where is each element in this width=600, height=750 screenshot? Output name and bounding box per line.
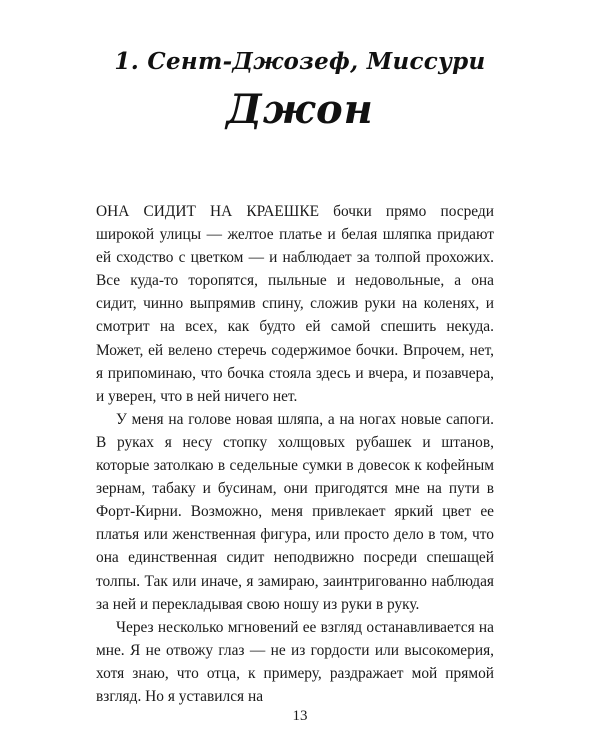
page-number: 13: [292, 708, 308, 724]
paragraph-2: У меня на голове новая шляпа, а на ногах новые сапоги. В руках я несу стопку холщовых рубашек и штанов, которые затолкаю в седельные сумки в довесок к кофейным зернам, табаку и бусинам, они пригодятся мне на пути в Форт-Кирни. Возможно, меня привлекает яркий цвет ее платья или женственная фигура, или просто дело в том, что она единственная сидит неподвижно посреди спешащей толпы. Так или иначе, я замираю, заинтригованно наблюдая за ней и перекладывая свою ношу из руки в руку.: [96, 410, 494, 613]
chapter-title: Джон: [226, 86, 374, 133]
body-text: [96, 200, 494, 708]
paragraph-3: Через несколько мгновений ее взгляд останавливается на мне. Я не отвожу глаз — не из гордости или высокомерия, хотя знаю, что отца, к примеру, раздражает мой прямой взгляд. Но я уставился на: [96, 618, 494, 705]
chapter-subtitle: 1. Сент-Джозеф, Миссури: [114, 48, 486, 75]
paragraph-1: ОНА СИДИТ НА КРАЕШКЕ бочки прямо посреди широкой улицы — желтое платье и белая шляпка придают ей сходство с цветком — и наблюдает за толпой прохожих. Все куда-то торопятся, пыльные и недовольные, а она сидит, чинно выпрямив спину, сложив руки на коленях, и смотрит на всех, как будто ей самой спешить некуда. Может, ей велено стеречь содержимое бочки. Впрочем, нет, я припоминаю, что бочка стояла здесь и вчера, и позавчера, и уверен, что в ней ничего нет.: [96, 203, 494, 405]
